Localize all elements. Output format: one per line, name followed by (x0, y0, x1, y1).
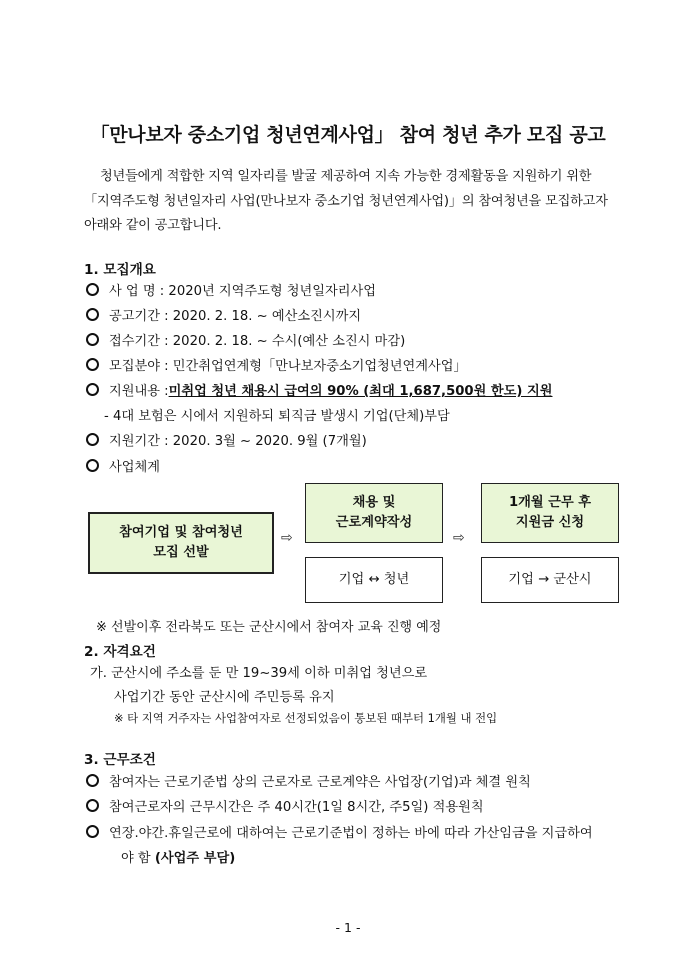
flow-step-selection: 참여기업 및 참여청년 모집 선발 (88, 512, 274, 574)
flow-arrow-icon: ⇨ (281, 530, 293, 546)
condition-item-contract: 참여자는 근로기준법 상의 근로자로 근로계약은 사업장(기업)과 체결 원칙 (86, 771, 531, 790)
condition-item-hours: 참여근로자의 근무시간은 주 40시간(1일 8시간, 주5일) 적용원칙 (86, 796, 484, 815)
circle-bullet-icon (86, 825, 99, 838)
overview-item-announce: 공고기간 : 2020. 2. 18. ~ 예산소진시까지 (86, 305, 361, 324)
circle-bullet-icon (86, 433, 99, 446)
intro-line-3: 아래와 같이 공고합니다. (84, 218, 222, 233)
flow-note: ※ 선발이후 전라북도 또는 군산시에서 참여자 교육 진행 예정 (96, 620, 442, 635)
section-3-heading: 3. 근무조건 (84, 752, 156, 768)
overview-item-receipt: 접수기간 : 2020. 2. 18. ~ 수시(예산 소진시 마감) (86, 330, 405, 349)
support-subnote: - 4대 보험은 시에서 지원하되 퇴직금 발생시 기업(단체)부담 (104, 409, 450, 424)
overview-item-period: 지원기간 : 2020. 3월 ~ 2020. 9월 (7개월) (86, 430, 367, 449)
circle-bullet-icon (86, 459, 99, 472)
flow-step-apply-parties: 기업 → 군산시 (481, 557, 619, 603)
overview-item-field: 모집분야 : 민간취업연계형「만나보자중소기업청년연계사업」 (86, 355, 467, 374)
condition-item-overtime: 연장.야간.휴일근로에 대하여는 근로기준법이 정하는 바에 따라 가산임금을 지급하여 (86, 822, 593, 841)
flow-step-contract: 채용 및 근로계약작성 (305, 483, 443, 543)
intro-line-2: 「지역주도형 청년일자리 사업(만나보자 중소기업 청년연계사업)」의 참여청년을 모집하고자 (84, 194, 608, 209)
section-1-heading: 1. 모집개요 (84, 262, 156, 278)
circle-bullet-icon (86, 308, 99, 321)
condition-item-overtime-cont: 야 함 (사업주 부담) (121, 851, 236, 866)
page-number: - 1 - (335, 920, 361, 935)
eligibility-note: ※ 타 지역 거주자는 사업참여자로 선정되었음이 통보된 때부터 1개월 내 전입 (114, 711, 498, 725)
circle-bullet-icon (86, 774, 99, 787)
overview-item-support: 지원내용 : 미취업 청년 채용시 급여의 90% (최대 1,687,500원 한도) 지원 (86, 380, 553, 399)
section-2-heading: 2. 자격요건 (84, 644, 156, 660)
circle-bullet-icon (86, 799, 99, 812)
flow-step-contract-parties: 기업 ↔ 청년 (305, 557, 443, 603)
circle-bullet-icon (86, 383, 99, 396)
flow-arrow-icon: ⇨ (453, 530, 465, 546)
circle-bullet-icon (86, 333, 99, 346)
eligibility-line-2: 사업기간 동안 군산시에 주민등록 유지 (114, 690, 335, 705)
intro-line-1: 청년들에게 적합한 지역 일자리를 발굴 제공하여 지속 가능한 경제활동을 지원하기 위한 (100, 169, 592, 184)
flow-step-apply: 1개월 근무 후 지원금 신청 (481, 483, 619, 543)
support-highlight: 미취업 청년 채용시 급여의 90% (최대 1,687,500원 한도) 지원 (168, 384, 553, 399)
circle-bullet-icon (86, 283, 99, 296)
overview-item-name: 사 업 명 : 2020년 지역주도형 청년일자리사업 (86, 280, 376, 299)
circle-bullet-icon (86, 358, 99, 371)
page-title: 「만나보자 중소기업 청년연계사업」 참여 청년 추가 모집 공고 (90, 124, 606, 146)
overview-item-system: 사업체계 (86, 456, 160, 475)
eligibility-line-1: 가. 군산시에 주소를 둔 만 19~39세 이하 미취업 청년으로 (90, 666, 428, 681)
